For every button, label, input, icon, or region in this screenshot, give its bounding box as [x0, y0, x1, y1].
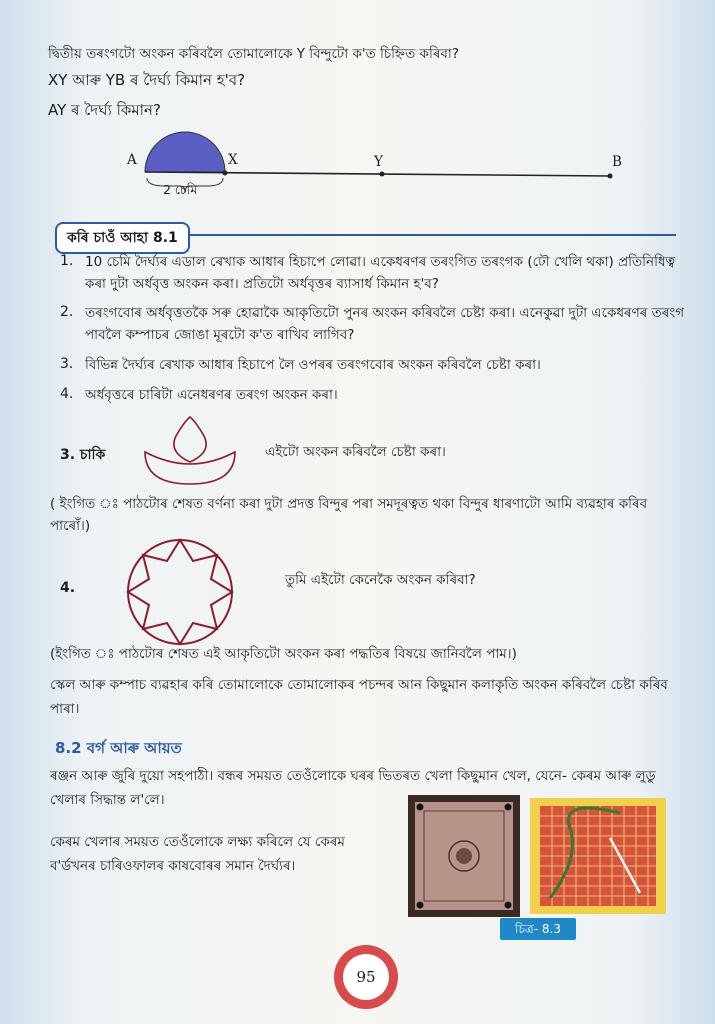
point-b-dot	[608, 174, 613, 179]
line-ab	[145, 172, 610, 176]
activity-item-3-text: বিভিন্ন দৈৰ্ঘ্যৰ ৰেখাক আধাৰ হিচাপে লৈ ওপৰৰ তৰংগবোৰ অংকন কৰিবলৈ চেষ্টা কৰা।	[85, 357, 541, 373]
point-x-dot	[223, 171, 228, 176]
section-paragraph-1: ৰঞ্জন আৰু জুৰি দুয়ো সহপাঠী। বন্ধৰ সময়ত তেওঁলোকে ঘৰৰ ভিতৰত খেলা কিছুমান খেল, যেনে- কেৰম আৰু লুডু খেলাৰ সিদ্ধান্ত ল'লে।	[50, 768, 656, 808]
lamp-bowl	[145, 452, 235, 484]
octagram-star	[128, 540, 232, 644]
page-number: 95	[343, 954, 389, 1000]
page-number-badge	[334, 945, 398, 1009]
activity-item-2-text: তৰংগবোৰ অৰ্ধবৃত্ততকৈ সৰু হোৱাকৈ আকৃতিটো পুনৰ অংকন কৰিবলৈ চেষ্টা কৰা। এনেকুৱা দুটা একেধৰণৰ তৰংগ পাবলৈ কম্পাচৰ জোঙা মূৰটো ক'ত ৰাখিব লাগিব?	[85, 305, 685, 343]
label-point-a: A	[127, 152, 137, 168]
activity-item-4-number: 4.	[60, 386, 74, 402]
length-label: 2 চেমি	[163, 182, 198, 197]
section-paragraph-2: কেৰম খেলাৰ সময়ত তেওঁলোকে লক্ষ্য কৰিলে যে কেৰম ব'ৰ্ডখনৰ চাৰিওফালৰ কাষবোৰৰ সমান দৈৰ্ঘ্যৰ।	[50, 834, 345, 874]
item4-label: 4.	[60, 580, 76, 596]
item3-label: 3. চাকি	[60, 447, 106, 463]
star-circle-diagram	[115, 535, 245, 650]
semicircle-shape	[145, 132, 225, 172]
section-heading: 8.2 বৰ্গ আৰু আয়ত	[55, 739, 182, 757]
item3-hint: ( ইংগিত ঃ পাঠটোৰ শেষত বৰ্ণনা কৰা দুটা প্ৰদত্ত বিন্দুৰ পৰা সমদূৰত্বত থকা বিন্দুৰ ধাৰণাটো আমি ব্যৱহাৰ কৰিব পাৰোঁ।)	[50, 496, 648, 534]
activity-item-1-text: 10 চেমি দৈৰ্ঘ্যৰ এডাল ৰেখাক আধাৰ হিচাপে লোৱা। একেধৰণৰ তৰংগিত তৰংগক (ঢৌ খেলি থকা) প্ৰতিনিধিত্ব কৰা দুটা অৰ্ধবৃত্ত অংকন কৰা। প্ৰতিটো অৰ্ধবৃত্তৰ ব্যাসাৰ্ধ কিমান হ'ব?	[85, 254, 676, 292]
activity-item-3-number: 3.	[60, 356, 74, 372]
activity-item-1-number: 1.	[60, 253, 74, 269]
figure-caption: চিত্ৰ- 8.3	[500, 918, 576, 940]
label-point-b: B	[612, 154, 622, 170]
item4-hint: (ইংগিত ঃ পাঠটোৰ শেষত এই আকৃতিটো অংকন কৰা পদ্ধতিৰ বিষয়ে জানিবলৈ পাম।)	[50, 646, 517, 662]
activity-title: কৰি চাওঁ আহা 8.1	[55, 222, 190, 254]
point-y-dot	[380, 172, 385, 177]
lamp-diagram	[140, 412, 240, 487]
activity-title-rule	[180, 234, 676, 236]
item4-question: তুমি এইটো কেনেকৈ অংকন কৰিবা?	[285, 572, 476, 588]
activity-item-4-text: অৰ্ধবৃত্তৰে চাৰিটা এনেধৰণৰ তৰংগ অংকন কৰা।	[85, 387, 338, 403]
item4-note: স্কেল আৰু কম্পাচ ব্যৱহাৰ কৰি তোমালোকে তোমালোকৰ পচন্দৰ আন কিছুমান কলাকৃতি অংকন কৰিবলৈ চেষ্টা কৰিব পাৰা।	[50, 677, 668, 717]
carrom-board-image	[408, 795, 520, 917]
label-point-x: X	[228, 152, 238, 168]
label-point-y: Y	[374, 154, 383, 170]
lamp-flame	[174, 417, 206, 462]
intro-question-3: AY ৰ দৈৰ্ঘ্য কিমান?	[48, 101, 161, 119]
activity-item-2-number: 2.	[60, 304, 74, 320]
intro-question-2: XY আৰু YB ৰ দৈৰ্ঘ্য কিমান হ'ব?	[48, 71, 246, 89]
item3-instruction: এইটো অংকন কৰিবলৈ চেষ্টা কৰা।	[265, 444, 446, 460]
intro-question-1: দ্বিতীয় তৰংগটো অংকন কৰিবলৈ তোমালোকে Y বিন্দুটো ক'ত চিহ্নিত কৰিবা?	[48, 46, 460, 62]
ludo-board-image	[530, 798, 666, 914]
